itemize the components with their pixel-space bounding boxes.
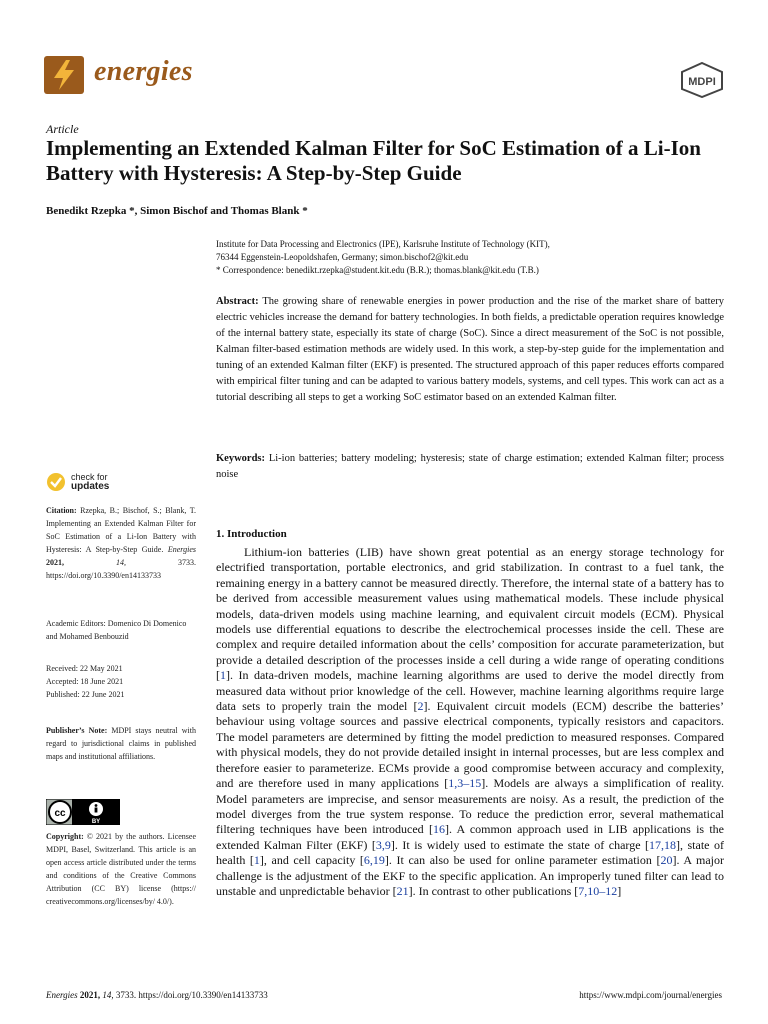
publisher-note-text: MDPI stays neutral with regard to jurisdictional claims in published maps and institutional affiliations. [46,726,197,761]
correspondence-line: * Correspondence: benedikt.rzepka@student.kit.edu (B.R.); thomas.blank@kit.edu (T.B.) [216,265,539,275]
citation-label: Citation: [46,506,77,515]
cc-by-license-icon[interactable] [46,799,120,825]
accepted-date: Accepted: 18 June 2021 [46,677,124,686]
journal-name: energies [94,56,193,87]
mdpi-logo-icon [680,62,724,98]
cc-license-label: BY [91,819,101,825]
citation-ref[interactable]: 6,19 [363,853,385,868]
publisher-name: MDPI [688,76,716,88]
abstract [216,294,724,406]
publisher-note-label: Publisher’s Note: [46,726,108,735]
publisher-note [46,724,196,763]
citation-volume: 14, [116,558,126,567]
abstract-label: Abstract: [216,296,259,307]
citation-journal: Energies [167,545,196,554]
citation-ref[interactable]: 2 [417,699,424,714]
citation-ref[interactable]: 20 [660,853,673,868]
copyright-text: © 2021 by the authors. Licensee MDPI, Basel, Switzerland. This article is an open access article distributed under the terms and conditions of the Creative Commons Attribution (CC BY) license (https:// creativecommons.org/licenses/by/ 4.0/). [46,832,197,906]
citation-doi[interactable]: 3733. https://doi.org/10.3390/en14133733 [46,558,196,580]
energies-logo-icon [44,56,84,94]
citation-ref[interactable]: 17,18 [649,837,677,852]
citation-ref[interactable]: 1 [253,853,260,868]
citation-ref[interactable]: 3,9 [375,837,391,852]
affiliation-line: 76344 Eggenstein-Leopoldshafen, Germany; simon.bischof2@kit.edu [216,252,469,262]
article-type: Article [46,122,79,136]
check-updates-label: check for updates [71,472,110,492]
article-title: Implementing an Extended Kalman Filter for SoC Estimation of a Li-Ion Battery with Hysteresis: A Step-by-Step Guide [46,136,701,185]
citation-year: 2021, [46,558,64,567]
check-for-updates-button[interactable] [46,468,136,496]
publication-dates [46,662,196,701]
citation-ref[interactable]: 7,10–12 [578,883,618,898]
keywords [216,451,724,483]
journal-header [44,56,724,98]
published-date: Published: 22 June 2021 [46,690,125,699]
received-date: Received: 22 May 2021 [46,664,123,673]
check-updates-icon [46,472,66,492]
affiliation-line: Institute for Data Processing and Electronics (IPE), Karlsruhe Institute of Technology (KIT), [216,239,550,249]
citation-ref[interactable]: 1 [220,668,226,683]
citation-ref[interactable]: 1,3–15 [448,776,482,791]
citation-block [46,504,196,582]
author-list: Benedikt Rzepka *, Simon Bischof and Thomas Blank * [46,205,308,217]
citation-ref[interactable]: 16 [432,822,445,837]
footer-citation: Energies 2021, 14, 3733. https://doi.org/10.3390/en14133733 [46,990,268,1000]
citation-ref[interactable]: 21 [396,883,409,898]
introduction-paragraph: Lithium-ion batteries (LIB) have shown great potential as an energy storage technology for electrified transportation, portable electronics, and grid stabilization. In contrast to a fuel tank, the remaining energy in a battery cannot be measured directly. Therefore, the internal state of a battery has to be derived from accessible measurement values using mathematical models. These include physical models, data-driven models using machine learning, and equivalent circuit models (ECM). Physical models use differential equations to describe the electrochemical processes inside the cell. These are complex and require detailed information about the cells’ composition for accurate parameterization, but provide a detailed description of the processes inside a cell during a wide range of operating conditions [1]. In data-driven models, machine learning algorithms are used to derive the model directly from measured data without prior knowledge of the cell. However, machine learning algorithms require large data sets to properly train the model [2]. Equivalent circuit models (ECM) describe the batteries’ behaviour using voltage sources and passive electrical components, typically resistors and capacitors. The model parameters are determined by fitting the model prediction to measured responses. Compared with physical models, they do not provide detailed insight in internal processes, but are less complex and therefore easier to parameterize. ECMs provide a good compromise between accuracy and complexity, and are therefore used in many applications [1,3–15]. Models are always a simplification of reality. Model parameters are imprecise, and sensor measurements are noisy. As a result, the prediction of the model diverges from the true system response. To reduce the prediction error, several mathematical filtering techniques have been introduced [16]. A common approach used in LIB applications is the extended Kalman Filter (EKF) [3,9]. It is widely used to estimate the state of charge [17,18], state of health [1], and cell capacity [6,19]. It can also be used for online parameter estimation [20]. A major challenge is the adjustment of the EKF to the specific application. An improperly tuned filter can lead to unstable and unpredictable behavior [21]. In contrast to other publications [7,10–12] [216,545,724,898]
citation-text: Rzepka, B.; Bischof, S.; Blank, T. Implementing an Extended Kalman Filter for SoC Estimation of a Li-Ion Battery with Hysteresis: A Step-by-Step Guide. [46,506,196,554]
abstract-text: The growing share of renewable energies in power production and the rise of the market share of battery electric vehicles increase the demand for battery technologies. In both fields, a predictable operation requires knowledge of the internal battery state, especially its state of charge (SoC). Since a direct measurement of the SoC is not possible, Kalman filter-based estimation methods are widely used. In this work, a step-by-step guide for the implementation and tuning of an extended Kalman filter (EKF) is presented. The structured approach of this paper reduces efforts compared with empirical filter tuning and can be adapted to various battery models, systems, and cell types. This work can act as a tutorial describing all steps to get a working SoC estimator based on an extended Kalman filter. [216,296,724,403]
svg-text:cc: cc [54,808,66,819]
affiliations [216,238,726,277]
academic-editors: Academic Editors: Domenico Di Domenico and Mohamed Benbouzid [46,619,187,641]
footer-journal-url[interactable]: https://www.mdpi.com/journal/energies [579,990,722,1000]
keywords-label: Keywords: [216,453,265,464]
page-footer [46,990,722,1004]
copyright-block [46,830,196,908]
section-heading: 1. Introduction [216,528,287,540]
keywords-text: Li-ion batteries; battery modeling; hysteresis; state of charge estimation; extended Kalman filter; process noise [216,453,725,480]
copyright-label: Copyright: [46,832,84,841]
